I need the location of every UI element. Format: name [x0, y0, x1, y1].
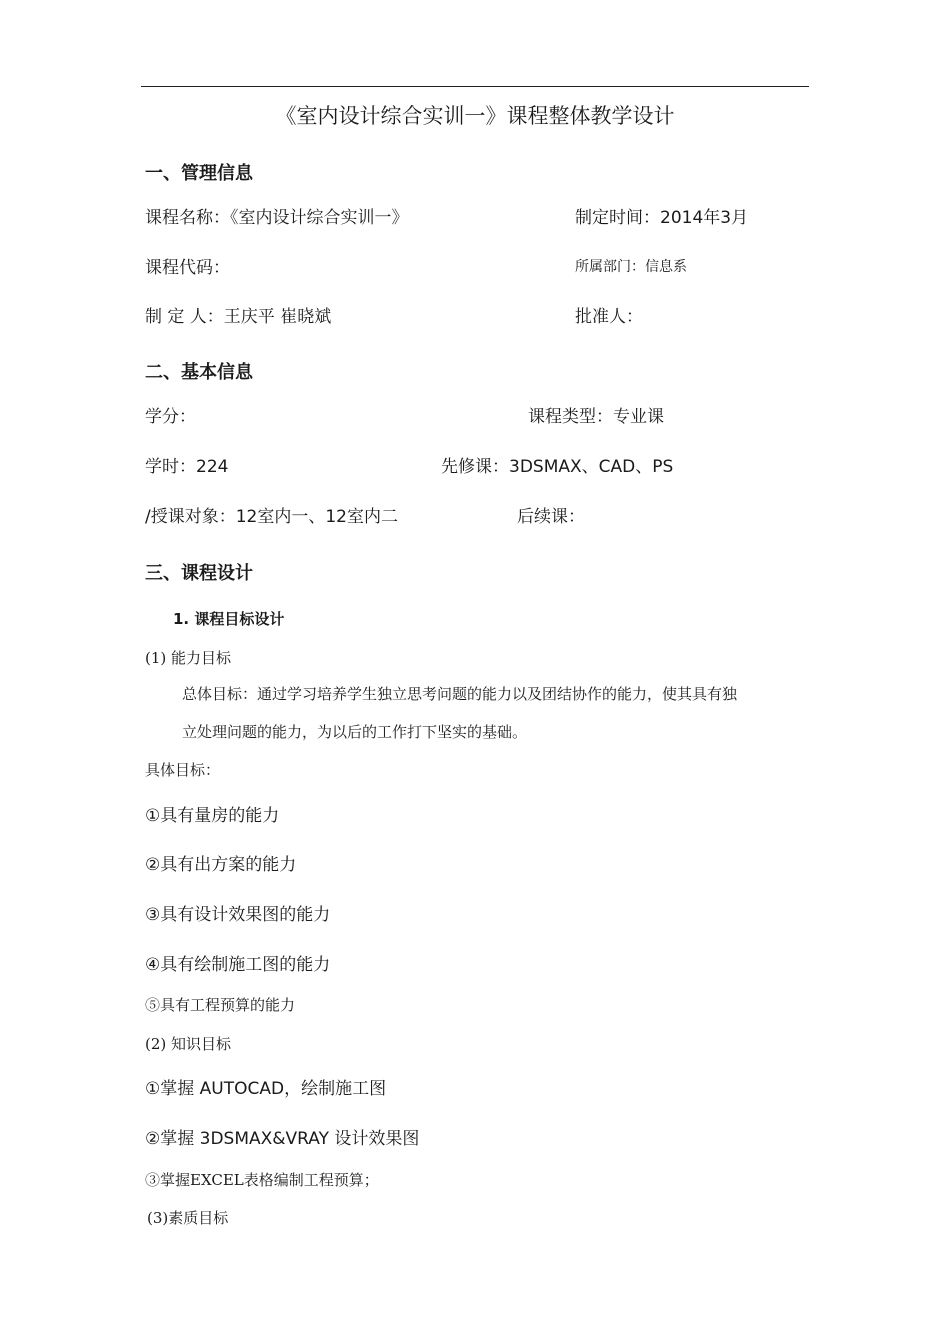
overall-goal-line-2: 立处理问题的能力，为以后的工作打下坚实的基础。 — [182, 723, 528, 741]
course-code: 课程代码： — [145, 258, 230, 278]
header-rule — [141, 86, 809, 87]
prerequisite: 先修课：3DSMAX、CAD、PS — [441, 457, 674, 477]
document-title: 《室内设计综合实训一》课程整体教学设计 — [275, 104, 675, 128]
hours: 学时：224 — [145, 457, 229, 477]
specific-heading: 具体目标： — [145, 761, 221, 779]
knowledge-heading: (2) 知识目标 — [145, 1035, 232, 1053]
author: 制 定 人：王庆平 崔晓斌 — [145, 307, 332, 327]
audience: /授课对象：12室内一、12室内二 — [145, 507, 398, 527]
credit: 学分： — [145, 407, 196, 427]
ability-item: ⑤具有工程预算的能力 — [145, 996, 296, 1014]
made-time: 制定时间：2014年3月 — [575, 208, 749, 228]
ability-item: ②具有出方案的能力 — [145, 855, 297, 875]
section-heading-management: 一、管理信息 — [145, 163, 253, 184]
knowledge-item: ③掌握EXCEL表格编制工程预算； — [145, 1171, 379, 1189]
department: 所属部门：信息系 — [575, 259, 687, 275]
ability-heading: (1) 能力目标 — [145, 649, 232, 667]
ability-item: ④具有绘制施工图的能力 — [145, 955, 331, 975]
approver: 批准人： — [575, 307, 643, 327]
section-heading-design: 三、课程设计 — [145, 563, 253, 584]
subheading-goal-design: 1. 课程目标设计 — [173, 610, 285, 628]
knowledge-item: ②掌握 3DSMAX&VRAY 设计效果图 — [145, 1129, 420, 1149]
course-name: 课程名称：《室内设计综合实训一》 — [145, 208, 409, 228]
followup: 后续课： — [517, 507, 585, 527]
section-heading-basic: 二、基本信息 — [145, 362, 253, 383]
quality-heading: (3)素质目标 — [147, 1209, 229, 1227]
knowledge-item: ①掌握 AUTOCAD，绘制施工图 — [145, 1079, 387, 1099]
ability-item: ①具有量房的能力 — [145, 806, 280, 826]
overall-goal-line-1: 总体目标：通过学习培养学生独立思考问题的能力以及团结协作的能力，使其具有独 — [182, 685, 738, 703]
course-type: 课程类型：专业课 — [528, 407, 664, 427]
ability-item: ③具有设计效果图的能力 — [145, 905, 331, 925]
